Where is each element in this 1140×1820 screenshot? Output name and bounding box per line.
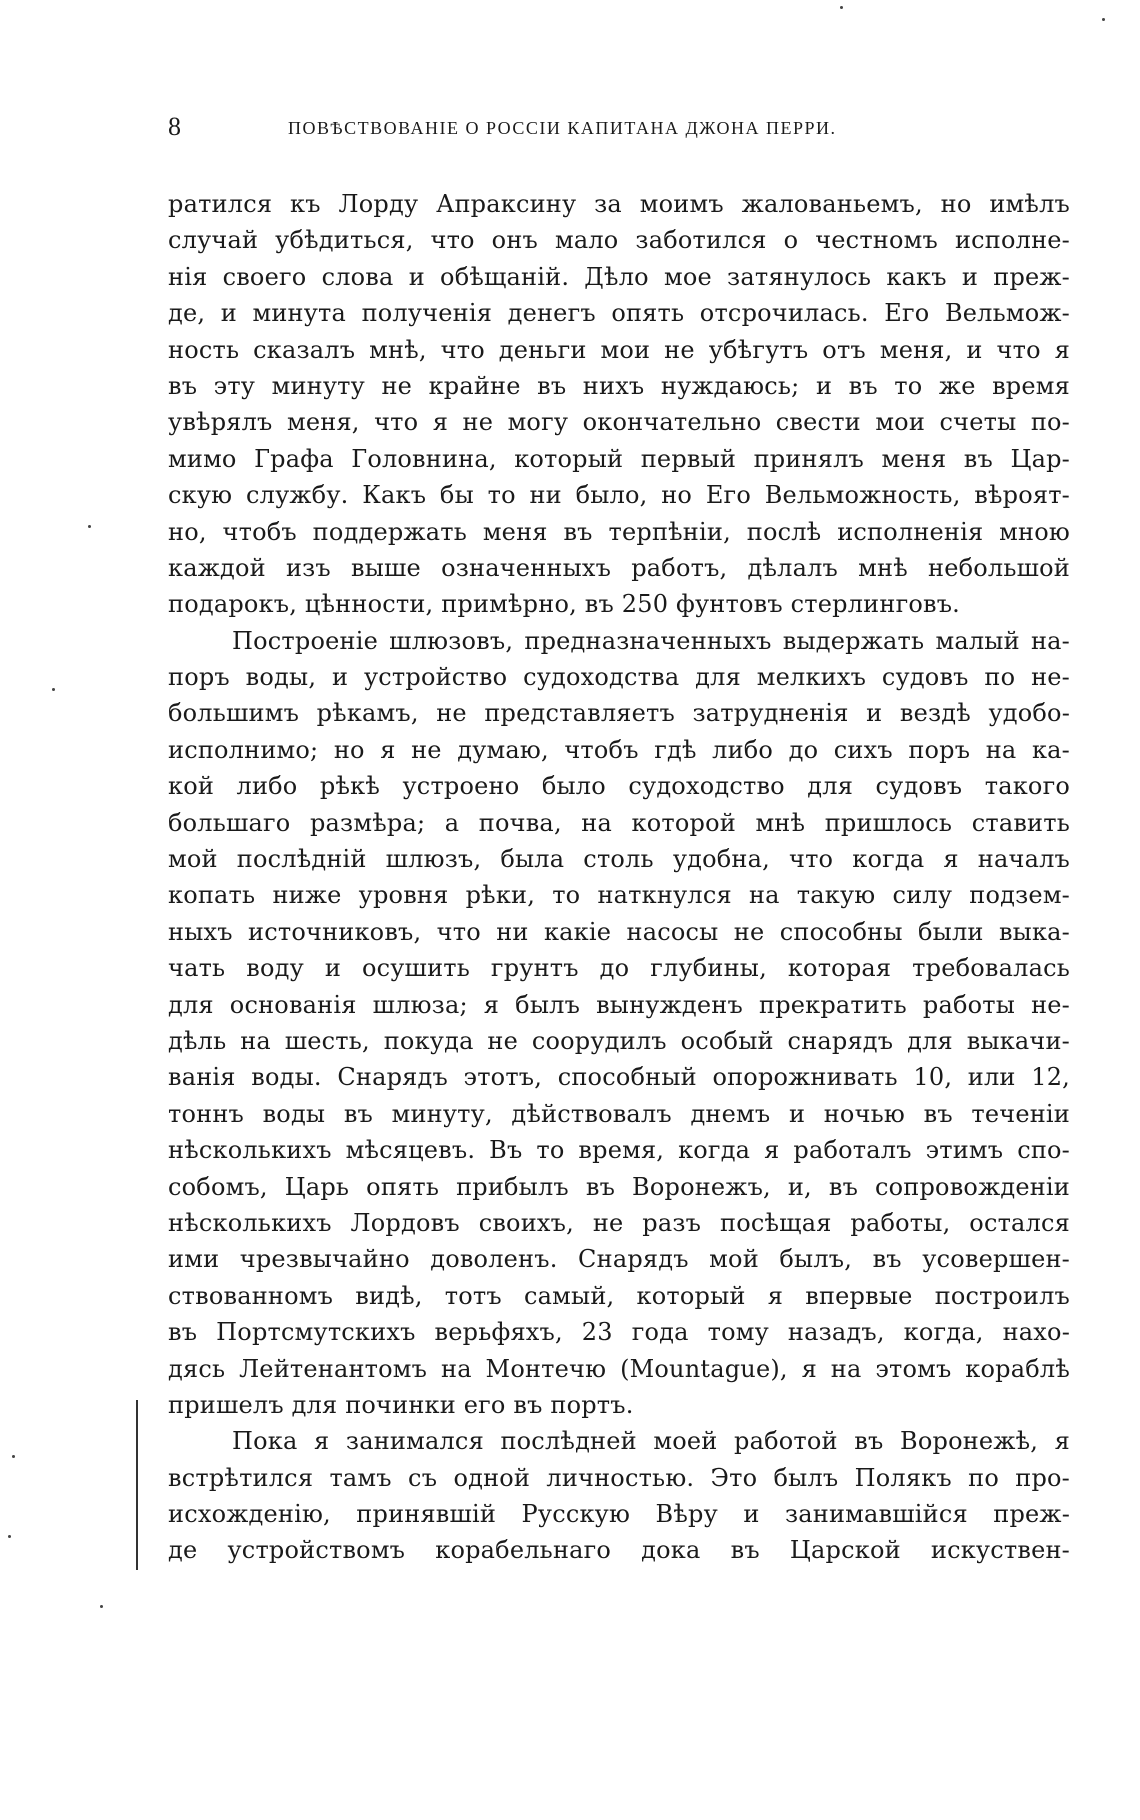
text-line: но, чтобъ поддержать меня въ терпѣніи, послѣ исполненія мною [168, 517, 1070, 546]
text-line: большаго размѣра; а почва, на которой мнѣ пришлось ставить [168, 808, 1070, 837]
text-line: скую службу. Какъ бы то ни было, но Его Вельможность, вѣроят- [168, 481, 1070, 510]
text-line: исхожденію, принявшій Русскую Вѣру и занимавшійся преж- [168, 1500, 1070, 1529]
text-line: дѣль на шесть, покуда не соорудилъ особый снарядъ для выкачи- [168, 1026, 1070, 1055]
text-line: копать ниже уровня рѣки, то наткнулся на такую силу подзем- [168, 881, 1070, 910]
text-line: пришелъ для починки его въ портъ. [168, 1390, 634, 1419]
text-line: увѣрялъ меня, что я не могу окончательно свести мои счеты по- [168, 408, 1070, 437]
ink-speck [840, 6, 843, 9]
text-line: въ эту минуту не крайне въ нихъ нуждаюсь; и въ то же время [168, 371, 1070, 400]
text-line: встрѣтился тамъ съ одной личностью. Это былъ Полякъ по про- [168, 1463, 1070, 1492]
text-line: для основанія шлюза; я былъ вынужденъ прекратить работы не- [168, 990, 1070, 1019]
text-line: ванія воды. Снарядъ этотъ, способный опорожнивать 10, или 12, [168, 1063, 1070, 1092]
text-line: нѣсколькихъ Лордовъ своихъ, не разъ посѣщая работы, остался [168, 1208, 1070, 1237]
ink-speck [88, 525, 91, 528]
text-line: нія своего слова и обѣщаній. Дѣло мое затянулось какъ и преж- [168, 262, 1070, 291]
text-line: нѣсколькихъ мѣсяцевъ. Въ то время, когда я работалъ этимъ спо- [168, 1136, 1070, 1165]
text-line: ныхъ источниковъ, что ни какіе насосы не способны были выка- [168, 917, 1070, 946]
text-line: де устройствомъ корабельнаго дока въ Царской искуствен- [168, 1536, 1070, 1565]
text-line: чать воду и осушить грунтъ до глубины, которая требовалась [168, 954, 1070, 983]
text-line: Построеніе шлюзовъ, предназначенныхъ выдержать малый на- [232, 626, 1070, 655]
text-line: ратился къ Лорду Апраксину за моимъ жалованьемъ, но имѣлъ [168, 190, 1070, 218]
ink-speck [8, 1535, 11, 1538]
text-line: ность сказалъ мнѣ, что деньги мои не убѣгутъ отъ меня, и что я [168, 335, 1070, 364]
text-line: тоннъ воды въ минуту, дѣйствовалъ днемъ и ночью въ теченіи [168, 1099, 1070, 1128]
page-header [168, 112, 968, 146]
text-line: случай убѣдиться, что онъ мало заботился о честномъ исполне- [168, 226, 1070, 255]
text-line: ими чрезвычайно доволенъ. Снарядъ мой былъ, въ усовершен- [168, 1245, 1070, 1274]
page-number: 8 [168, 112, 181, 141]
text-line: большимъ рѣкамъ, не представляетъ затрудненія и вездѣ удобо- [168, 699, 1070, 728]
body-text [168, 186, 1070, 1569]
text-line: мой послѣдній шлюзъ, была столь удобна, что когда я началъ [168, 845, 1070, 874]
text-line: Пока я занимался послѣдней моей работой въ Воронежѣ, я [232, 1427, 1070, 1456]
text-line: исполнимо; но я не думаю, чтобъ гдѣ либо до сихъ поръ на ка- [168, 735, 1070, 764]
ink-speck [100, 1605, 103, 1608]
ink-speck [12, 1455, 15, 1458]
ink-speck [1102, 18, 1105, 21]
text-line: мимо Графа Головнина, который первый принялъ меня въ Цар- [168, 444, 1070, 473]
text-line: кой либо рѣкѣ устроено было судоходство для судовъ такого [168, 772, 1070, 801]
text-line: поръ воды, и устройство судоходства для мелкихъ судовъ по не- [168, 663, 1070, 692]
ink-speck [52, 688, 55, 691]
text-line: каждой изъ выше означенныхъ работъ, дѣлалъ мнѣ небольшой [168, 553, 1070, 582]
text-line: въ Портсмутскихъ верьфяхъ, 23 года тому назадъ, когда, нахо- [168, 1318, 1070, 1347]
margin-line-mark [136, 1400, 138, 1570]
text-line: подарокъ, цѣнности, примѣрно, въ 250 фунтовъ стерлинговъ. [168, 590, 960, 619]
running-title: ПОВѢСТВОВАНІЕ О РОССІИ КАПИТАНА ДЖОНА ПЕРРИ. [288, 118, 837, 138]
text-line: дясь Лейтенантомъ на Монтечю (Mountague), я на этомъ кораблѣ [168, 1354, 1070, 1383]
text-line: собомъ, Царь опять прибылъ въ Воронежъ, и, въ сопровожденіи [168, 1172, 1070, 1201]
text-line: де, и минута полученія денегъ опять отсрочилась. Его Вельмож- [168, 299, 1070, 328]
text-line: ствованномъ видѣ, тотъ самый, который я впервые построилъ [168, 1281, 1070, 1310]
